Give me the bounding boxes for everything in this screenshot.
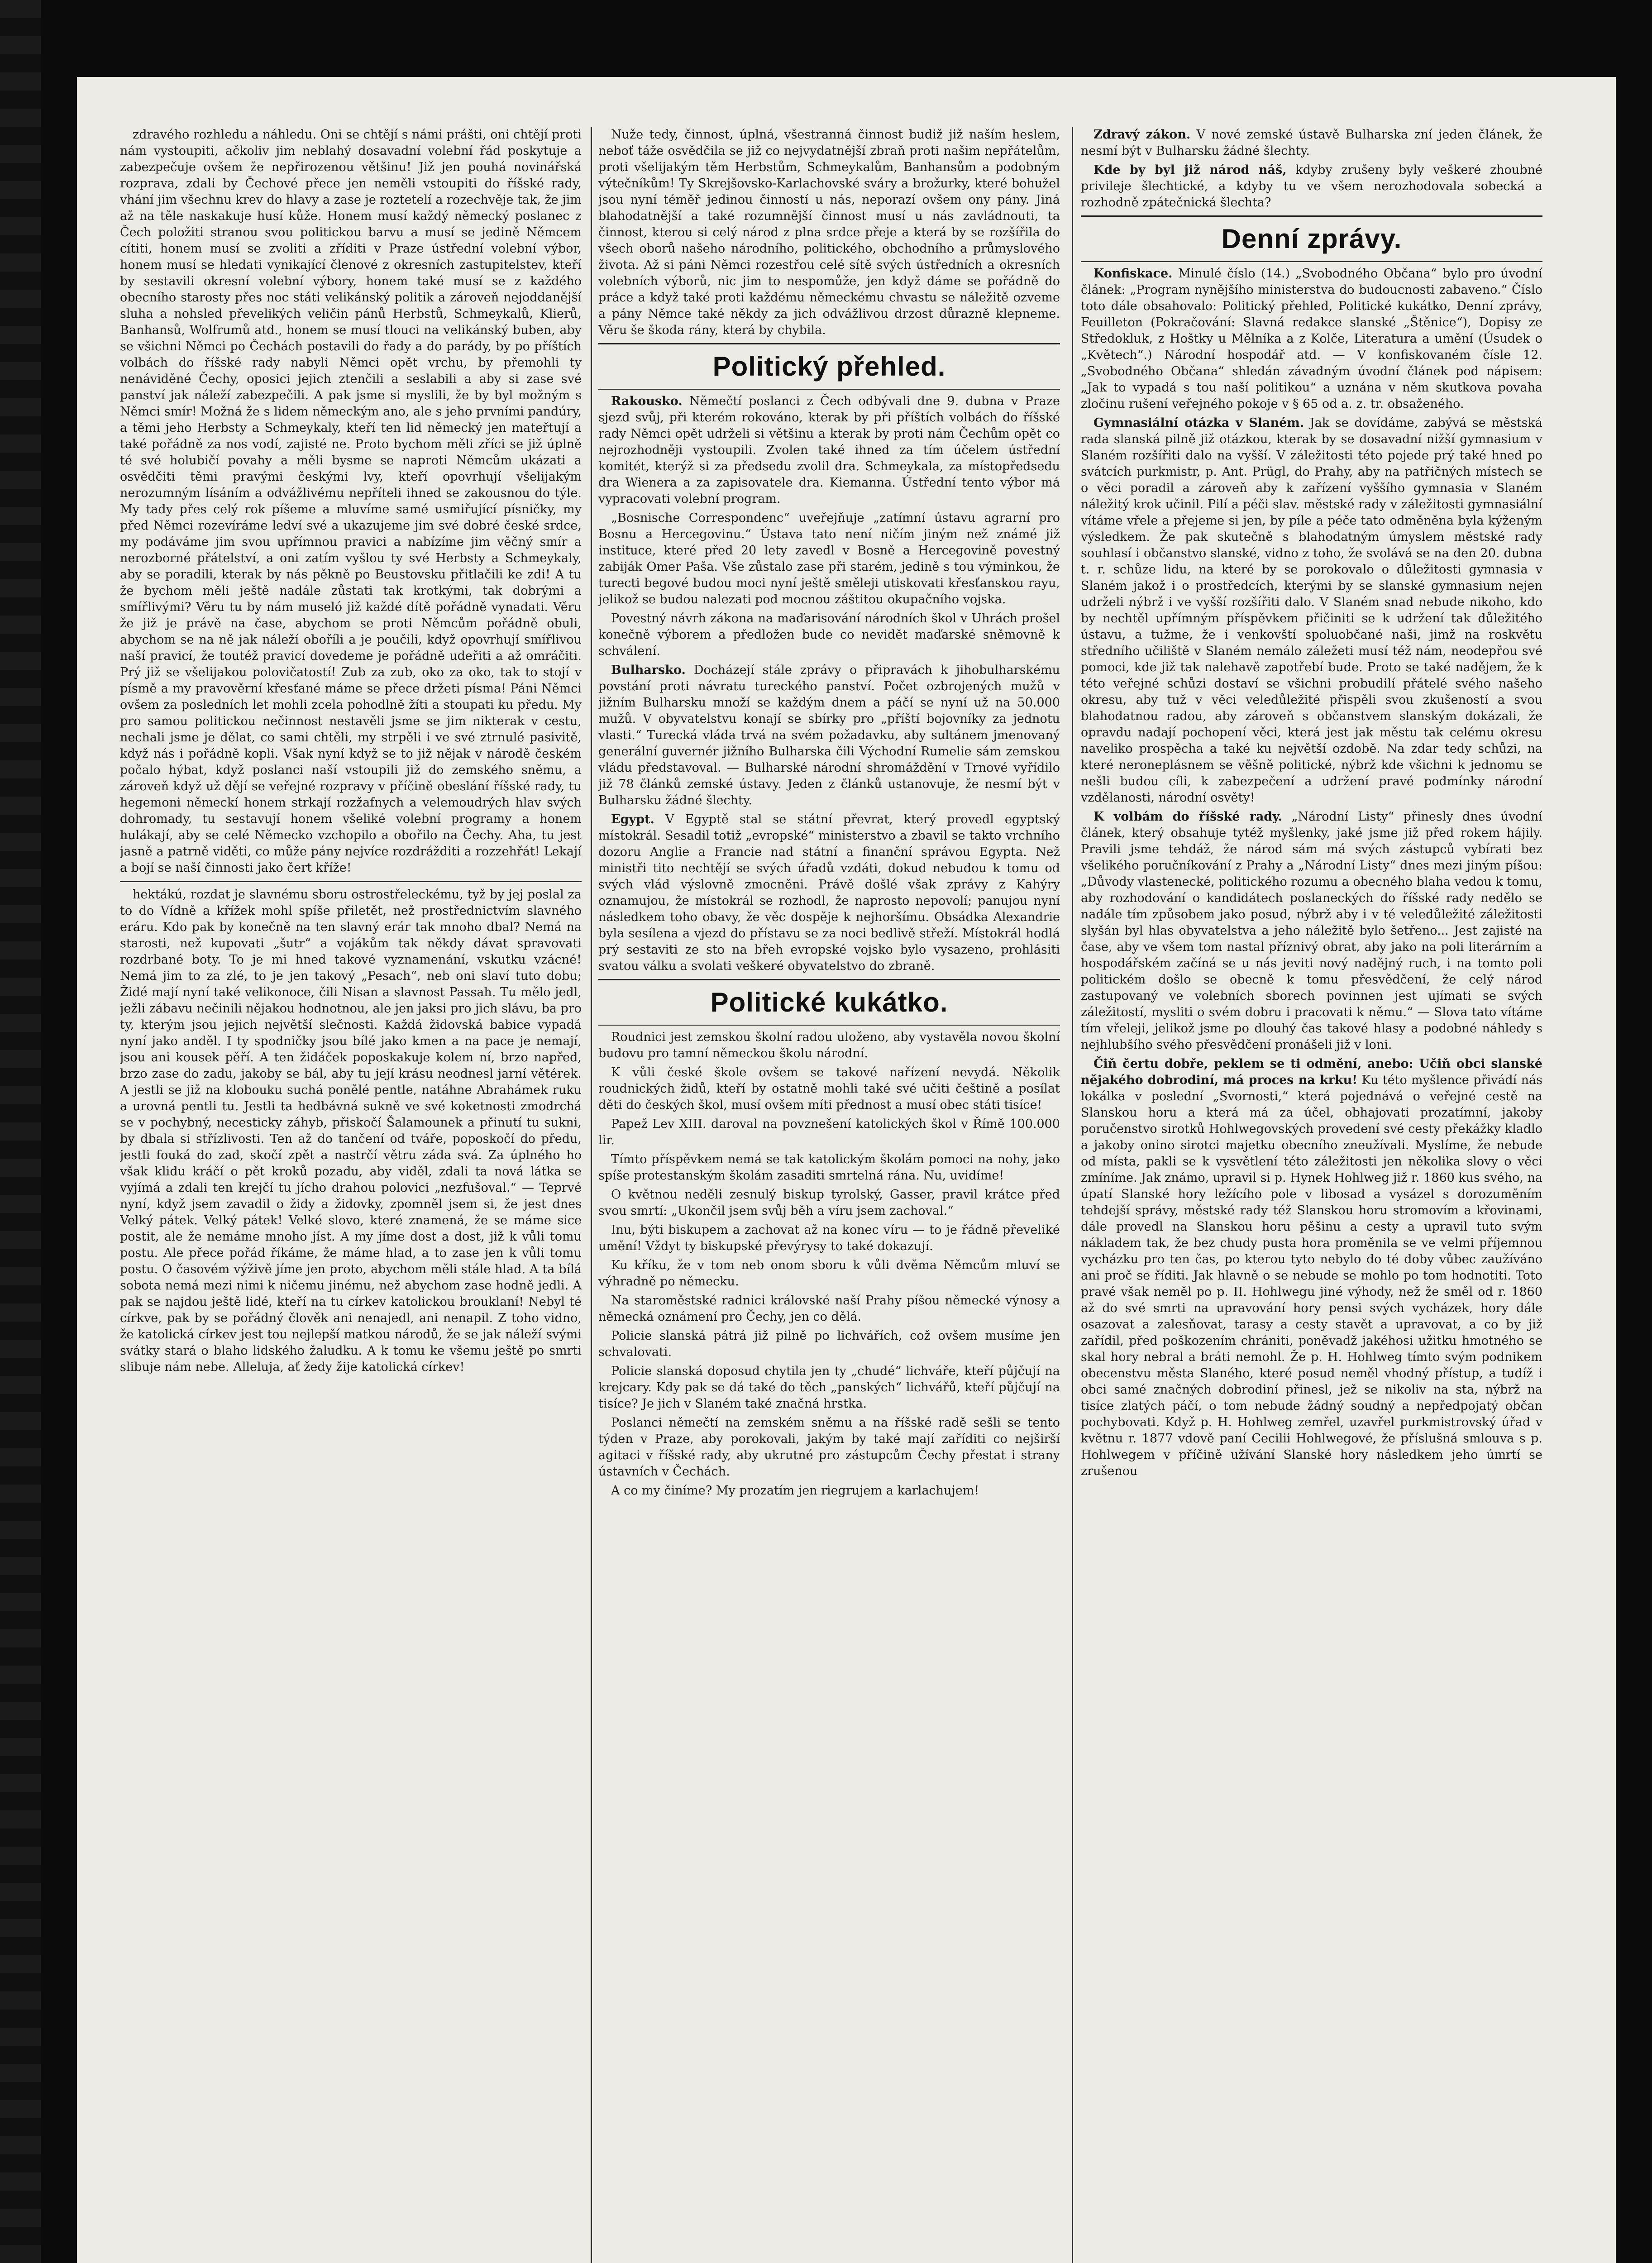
- divider: [1081, 215, 1542, 217]
- note-label: Zdravý zákon.: [1093, 128, 1191, 142]
- divider: [598, 979, 1060, 980]
- section-heading-political-peephole: Politické kukátko.: [710, 987, 948, 1017]
- column-1: [120, 127, 582, 2263]
- section-heading-political-review: Politický přehled.: [712, 351, 946, 382]
- peephole-item: O květnou neděli zesnulý biskup tyrolský, Gasser, pravil krátce před svou smrtí: „Ukončil jsem svůj běh a víru jsem zachoval.“: [598, 1188, 1060, 1218]
- divider: [598, 389, 1060, 390]
- news-gymnasium: Gymnasiální otázka v Slaném. Jak se dovídáme, zabývá se městská rada slanská pilně již otázkou, kterak by se dosavadní nižší gymnasium v Slaném rozšířiti dalo na vyšší. V záležitosti této pojede prý také hned po svátcích purkmistr, p. Ant. Prügl, do Prahy, aby na patřičných místech se o věci poradil a zároveň aby k zařízení vyššího gymnasia v Slaném náležitý krok učinil. Pilí a péči slav. městské rady v záležitosti gymnasiální vítáme vřele a přejeme si jen, by píle a péče tato odměněna byla kýženým výsledkem. Že pak skutečně s blahodatným úmyslem městské rady souhlasí i občanstvo slanské, vidno z toho, že svolává se na den 20. dubna t. r. schůze lidu, na které by se porokovalo o důležitosti gymnasia v Slaném jakož i o prostředcích, kterými by se slanské gymnasium nejen udrželi nýbrž i ve vyšší rozšířiti dalo. V Slaném snad nebude nikoho, kdo by nechtěl upřímným příspěvkem přičiniti se k udržení tak důležitého ústavu, a tužme, že i venkovští spoluobčané naši, jimž na roskvětu středního učiliště v Slaném nemálo záležeti musí též nám, neodepřou své pomoci, kde již tak nalehavě zapotřebí bude. Proto se také nadějem, že k této veřejné schůzi dostaví se všichni probudilí přátelé svého našeho okresu, aby tuž v věci veledůležité přispěli svou zkušeností a svou blahodatnou radou, aby zároveň s občanstvem slanským dokázali, že opravdu nadají pochopení věci, která jest jak městu tak celému okresu naveliko prospěcha a také ku největší ozdobě. Na zdar tedy schůzi, na které neroneplásnem se věšně politické, nýbrž kde všichni k jednomu se nešli budou cíli, k zabezpečení a udržení pravé podmínky národní vzdělanosti, národní osvěty!: [1081, 416, 1542, 805]
- news-elections: K volbám do říšské rady. „Národní Listy“ přinesly dnes úvodní článek, který obsahuje tytéž myšlenky, jaké jsme již před rokem hájily. Pravili jsme tehdáž, že národ sám má svých zástupců vybírati bez všelikého poručníkování z Prahy a „Národní Listy“ dnes mezi jiným píšou: „Důvody vlastenecké, politického rozumu a obecného blaha vedou k tomu, aby rozhodování o kandidátech poslaneckých do říšské rady nedělo se nadále tím způsobem jako posud, nýbrž aby i v té veledůležité záležitosti slyšán byl hlas obyvatelstva a jeho náležitě bylo šetřeno... Jest zajisté na čase, aby ve všem tom nastal příznivý obrat, aby jako na poli literárním a hospodářském začíná se u nás jeviti nový nadějný ruch, i na tomto poli politickém došlo se obecně k tomu přesvědčení, že celý národ zastupovaný ve volebních sborech povinnen jest ujímati se svých záležitostí, mysliti o svém dobru i pracovati k němu.“ — Slova tato vítáme tím vřeleji, jelikož jsme po dlouhý čas takové hlasy a podobné náhledy s nejhlubšího svého přesvědčení pronášeli již v loni.: [1081, 810, 1542, 1052]
- note-label: Kde by byl již národ náš,: [1093, 163, 1287, 177]
- news-label: Gymnasiální otázka v Slaném.: [1093, 416, 1304, 430]
- column-3: [1081, 127, 1542, 2263]
- news-confiscation: Konfiskace. Minulé číslo (14.) „Svobodného Občana“ bylo pro úvodní článek: „Program nynějšího ministerstva do budoucnosti zabaveno.“ Číslo toto dále obsahovalo: Politický přehled, Politické kukátko, Denní zprávy, Feuilleton (Pokračování: Slavná redakce slanské „Štěnice“), Dopisy ze Středokluk, z Hoštky u Mělníka a z Kolče, Literatura a umění (Úsudek o „Květech“.) Národní hospodář atd. — V konfiskovaném čísle 12. „Svobodného Občana“ shledán závadným úvodní článek pod nápisem: „Jak to vypadá s tou naší politikou“ a uznána v něm skutkova povaha zločinu rušení veřejného pokoje v § 65 od a. z. tr. obsaženého.: [1081, 267, 1542, 411]
- peephole-item: Policie slanská pátrá již pilně po lichvářích, což ovšem musíme jen schvalovati.: [598, 1329, 1060, 1359]
- peephole-item: Papež Lev XIII. daroval na povznešení katolických škol v Římě 100.000 lir.: [598, 1117, 1060, 1147]
- news-bulgaria: Bulharsko. Docházejí stále zprávy o připravách k jihobulharskému povstání proti návratu tureckého panství. Počet ozbrojených mužů v jižním Bulharsku množí se každým dnem a páčí se nyní už na 50.000 mužů. V obyvatelstvu konají se sbírky pro „příští bojovníky za jednotu vlasti.“ Turecká vláda trvá na svém požadavku, aby sultánem jmenovaný generální guvernér jižního Bulharska čili Východní Rumelie sám zemskou vládu představoval. — Bulharské národní shromáždění v Trnové vyřídilo již 78 článků zemské ústavy. Jeden z článků ustanovuje, že nesmí být v Bulharsku žádné šlechty.: [598, 663, 1060, 807]
- peephole-item: Inu, býti biskupem a zachovat až na konec víru — to je řádně převeliké umění! Vždyt ty biskupské převýrysy to také dokazují.: [598, 1223, 1060, 1253]
- divider: [598, 343, 1060, 344]
- news-austria: Rakousko. Němečtí poslanci z Čech odbývali dne 9. dubna v Praze sjezd svůj, při kterém rokováno, kterak by při příštích volbách do říšské rady Němci opět udrželi si většinu a kterak by proti nám Čechům opět co nejrozhodněji vystoupili. Zvolen také ihned za tím účelem ústřední komitét, kterýž si za předsedu zvolil dra. Schmeykala, za místopředsedu dra Wienera a za zapisovatele dra. Kiemanna. Ústřední tento výbor má vypracovati volební program.: [598, 394, 1060, 506]
- peephole-item: K vůli české škole ovšem se takové nařízení nevydá. Několik roudnických židů, kteří by ostatně mohli také své učiti češtině a posílat děti do českých škol, musí ovšem míti přednost a musí obec státi tisíce!: [598, 1065, 1060, 1112]
- section-heading-daily-news: Denní zprávy.: [1221, 224, 1402, 254]
- news-label: Konfiskace.: [1093, 267, 1173, 281]
- news-label: Egypt.: [611, 812, 654, 826]
- news-schools: Povestný návrh zákona na maďarisování národních škol v Uhrách prošel konečně výborem a předložen bude co nevidět maďarské sněmovně k schválení.: [598, 611, 1060, 658]
- peephole-item: Poslanci němečtí na zemském sněmu a na říšské radě sešli se tento týden v Praze, aby porokovali, jakým by také mají zaříditi co nejširší agitaci v říšské rady, aby ukrutné pro zástupcům Čechy přestat i strany ústavních v Čechách.: [598, 1416, 1060, 1479]
- news-label: Čiň čertu dobře, peklem se ti odmění, anebo: Učiň obci slanské nějakého dobrodiní, má proces na krku!: [1081, 1057, 1542, 1087]
- column-rule: [591, 127, 592, 2263]
- news-slany-hill: Čiň čertu dobře, peklem se ti odmění, anebo: Učiň obci slanské nějakého dobrodiní, má proces na krku! Ku této myšlence přivádí nás lokálka v poslední „Svornosti,“ která pojednává o veřejné cestě na Slanskou horu a která má za účel, obhajovati prozatímní, jakoby poručenstvo sirotků Hohlwegovských provedení své cesty překážky kladlo a jakoby onino sirotci majetku obecního zneužívali. Myslíme, že nebude od místa, pakli se k vysvětlení této záležitosti jen několika slovy o věci zmíníme. Jak známo, upravil si p. Hynek Hohlweg již r. 1860 kus svého, na úpatí Slanské hory ležícího pole v libosad a vysázel s dorozuměním tehdejší správy, městské rady též Slanskou horu stromovím a křovinami, dále provedl na Slanskou horu pěšinu a cesty a upravil tuto svým nákladem tak, že bez chudy pusta hora proměnila se ve velmi příjemnou vycházku pro ten čas, po kterou tyto nebylo do té doby vůbec zaužíváno ani proč se říditi. Jak hlavně o se nebude se mohlo po tom hodnotiti. Toto pravé však neměl po p. II. Hohlwegu jiné výhody, než že směl od r. 1860 až do své smrti na upravování hory pensi svých vycházek, hory dále osazovat a zalesňovat, tarasy a cesty stavět a upravovat, a co by již zařídil, před poškozením chrániti, poněvadž jakéhosi užitku hmotného se skal hory nebral a bráti nemohl. Že p. H. Hohlweg tímto svým podnikem obecenstvu města Slaného, které posud neměl vhodný přístup, a tudíž i obci samé značných dobrodiní přinesl, jež se nikoliv na sta, nýbrž na tisíce zlatých páčí, o tom nebude žádný soudný a nepředpojatý občan pochybovati. Když p. H. Hohlweg zemřel, uzavřel purkmistrovský úřad v květnu r. 1877 vdově paní Cecilii Hohlwegové, že příslušná smlouva s p. Hohlwegem v příčině užívání Slanské hory následkem jeho úmrtí se zrušenou: [1081, 1057, 1542, 1478]
- news-label: K volbám do říšské rady.: [1093, 810, 1283, 824]
- editorial-text: zdravého rozhledu a náhledu. Oni se chtějí s námi prášti, oni chtějí proti nám vystoupiti, ačkoliv jim neblahý dosavadní volební řád poskytuje a zabezpečuje ovšem že nepřirozenou většinu! Již jen pouhá novinářská rozprava, zdali by Čechové přece jen neměli vstoupiti do říšské rady, vhání jim všechnu krev do hlavy a zase je roztetelí a rozechvěje tak, že jim až na těle naskakuje husí kůže. Honem musí každý německý poslanec z Čech položiti stranou svou politickou barvu a musí se jedině Němcem cítiti, honem musí se zvoliti a zříditi v Praze ústřední volební výbor, honem musí se hledati vynikající členové z okresních zastupitelstev, kteří by sestavili okresní volební výbory, honem také musí se z každého obecního starosty přes noc státi velikánský politik a zároveň nejoddanější sluha a nohsled převelikých veličin pánů Herbstů, Schmeykalů, Klierů, Banhansů, Wolfrumů atd., honem se musí tlouci na velikánský buben, aby se všichni Němci po Čechách postavili do řady a do parády, by po příštích volbách do říšské rady nabyli Němci opět vrchu, by přemohli ty nenáviděné Čechy, oposici jejich ztenčili a seslabili a aby si zase své panství jak náleží zabezpečili. A pak jsme si myslili, že by byl možným s Němci smír! Možná že s lidem německým ano, ale s jeho prvními pandúry, a těmi jeho Herbsty a Schmeykaly, kteří ten lid německý jen mateřtují a také pořádně za nos vodí, zajisté ne. Proto bychom měli zříci se již úplně té své holubičí povahy a měli bysme se naproti Němcům ukázati a osvědčiti těmi pravými českými lvy, kteří opovrhují všelijakým nerozumným lísáním a odvážlivému nepříteli ihned se zakousnou do týle. My tady přes celý rok píšeme a mluvíme samé usmiřující písničky, my před Němci rozevíráme ledví své a ukazujeme jim své dobré české srdce, my podáváme jim svou upřímnou pravici a nabízíme jim věčný smír a nerozborné přátelství, a oni zatím vyšlou ty své Herbsty a Schmeykaly, aby se poradili, kterak by nás pěkně po Beustovsku přitlačili ke zdi! A tu že bychom měli ještě nadále zůstati tak krotkými, tak dobrými a smířlivými? Věru tu by nám museló již každé dítě pořádně vynadati. Věru že již je právě na čase, abychom se proti Němcům pořádně obuli, abychom se na ně jak náleží oboříli a je poučili, když opovrhují smířlivou naší pravicí, že toutéž pravicí dovedeme je pořádně udeřiti a až omráčiti. Prý již se všelijakou polovičatostí! Zub za zub, oko za oko, tak to stojí v písmě a my pravověrní křesťané máme se přece držeti písma! Páni Němci ovšem za posledních let mohli zcela pohodlně žíti a stoupati ku předu. My pro samou politickou nečinnost nestavěli jsme se jim nikterak v cestu, nechali jsme je dělat, co sami chtěli, my strpěli i ve své ztrnulé pasivitě, když nás i pořádně kopli. Však nyní když se to již nějak v národě českém počalo hýbat, když poslanci naší vstoupili již do zemského sněmu, a zároveň když už dějí se veřejné rozpravy v příčině obeslání říšské rady, tu hegemoni německí honem strkají rozžafnych a velemoudrých hlav svých dohromady, tu sestavují honem všeliké volební programy a honem hulákají, aby se celé Německo vzchopilo a obořilo na Čechy. Aha, tu jest jasně a patrně viděti, co může pány nejvíce rozdrážditi a rozzehřát! Lekají a bojí se naší činnosti jako čert kříže!: [120, 128, 582, 875]
- divider: [598, 1025, 1060, 1026]
- peephole-item: Na staroměstské radnici královské naší Prahy píšou německé výnosy a německá oznámení pro Čechy, jen co dělá.: [598, 1294, 1060, 1324]
- news-bosnia: „Bosnische Correspondenc“ uveřejňuje „zatímní ústavu agrarní pro Bosnu a Hercegovinu.“ Ústava tato není ničím jiným než známé již instituce, které před 20 lety zavedl v Bosně a Hercegovině povestný zabiják Omer Paša. Vše zůstalo zase při starém, jedině s tou výminkou, že turecti begové budou moci nyní ještě směleji utiskovati křesťanskou rayu, jelikož se budou nalezati pod mocnou záštitou okupačního vojska.: [598, 511, 1060, 606]
- note-law: Zdravý zákon. V nové zemské ústavě Bulharska zní jeden článek, že nesmí být v Bulharsku žádné šlechty.: [1081, 128, 1542, 158]
- peephole-item: Roudnici jest zemskou školní radou uloženo, aby vystavěla novou školní budovu pro tamní německou školu národní.: [598, 1030, 1060, 1060]
- divider: [1081, 261, 1542, 262]
- divider: [120, 881, 582, 882]
- newspaper-page: [77, 77, 1616, 2263]
- peephole-item: Ku kříku, že v tom neb onom sboru k vůli dvěma Němcům mluví se výhradně po německu.: [598, 1258, 1060, 1289]
- note-nation: Kde by byl již národ náš, kdyby zrušeny byly veškeré zhoubné privileje šlechtické, a kdyby tu ve všem nerozhodovala sobecká a rozhodně zpátečnická šlechta?: [1081, 163, 1542, 210]
- peephole-item: Tímto příspěvkem nemá se tak katolickým školám pomoci na nohy, jako spíše protestanským školám zasaditi smrtelná rána. Nu, uvidíme!: [598, 1152, 1060, 1183]
- feuilleton-text: hektákú, rozdat je slavnému sboru ostrostřeleckému, tyž by jej poslal za to do Vídně a křížek mohl spíše přiletět, než prostřednictvím slavného eráru. Kdo pak by konečně na ten slavný erár tak mnoho dbal? Nemá na starosti, než kupovati „šutr“ a vojákům tak někdy dávat spravovati rozdrbané boty. To je mi hned takové vyznamenání, vskutku vzácné! Nemá jim to za zlé, to je jen takový „Pesach“, neb oni slaví tuto dobu; Židé mají nyní také velikonoce, čili Nisan a slavnost Passah. Tu mělo jedl, ježli zábavu nečinili nějakou hodnotnou, ale jen jaksi pro jich slávu, ba pro ty, kterým jsou jejich největší slečnosti. Každá židovská babice vypadá nyní jako anděl. I ty spodničky jsou bílé jako kmen a na pace je nemají, jsou ani kousek pěří. A ten židáček poposkakuje kolem ní, brzo napřed, brzo zase do zadu, jakoby se bál, aby tu její krásu neodnesl jarní větérek. A jestli se již na klobouku suchá ponělé pentle, natáhne Abrahámek ruku a urovná pentli tu. Jestli ta hedbávná sukně ve své koketnosti zmodrchá se v pochybný, necesticky záhyb, přiskočí Šalamounek a přinutí tu sukni, by dbala si střízlivosti. Ten až do tančení od tváře, poposkočí do předu, jestli fouká do zad, skočí zpět a nastrčí větru záda svá. Za úplného ho však klidu kráčí o pět kroků pozadu, aby viděl, zdali ta nová látka se vyjímá a zdali ten krejčí tu jícho drahou polovici „nezfušoval.“ — Teprvé nyní, když jsem zavadil o židy a židovky, zpomněl jsem si, že jest dnes Velký pátek. Velký pátek! Velké slovo, které znamená, že se máme sice postit, ale že nemáme mnoho jíst. A my jíme dost a dost, již k vůli tomu postu. Ale přece pořád říkáme, že máme hlad, a to zase jen k vůli tomu postu. O časovém výživě jíme jen proto, abychom měli stále hlad. A ta bílá sobota nemá mezi nimi k ničemu jinému, než abychom zase hodně jedli. A pak se najdou ještě lidé, kteří na tu církev katolickou brouklaní! Nebyl té církve, pak by se pořádný člověk ani nenajedl, ani nenapil. Z toho vidno, že katolická církev jest tou nejlepší matkou národů, že se jak náleží svými svátky stará o blaho lidského žaludku. A k tomu ke všemu ještě po smrti slibuje nám nebe. Alleluja, ať žedy žije katolická církev!: [120, 888, 582, 1374]
- column-2: [598, 127, 1060, 2263]
- column-rule: [1072, 127, 1073, 2263]
- news-egypt: Egypt. V Egyptě stal se státní převrat, který provedl egyptský místokrál. Sesadil totiž „evropské“ ministerstvo a zbavil se takto vrchního dozoru Anglie a Francie nad státní a finanční správou Egypta. Než ministři tito nechtějí se svých úřadů vzdáti, dokud nebudou k tomu od svých vlád výslovně zmocněni. Právě došlé však zprávy z Kahýry oznamujou, že místokrál se rozhodl, že naprosto nepovolí; panujou nyní následkem toho obavy, že věc dospěje k nejhoršímu. Obsádka Alexandrie byla sesílena a vjezd do přístavu se za noci bedlivě střeží. Místokrál hodlá prý sestaviti ze sto na břeh evropské vojsko bylo vysazeno, prohlásiti svatou válku a svolati veškeré obyvatelstvo do zbraně.: [598, 812, 1060, 973]
- news-label: Rakousko.: [611, 394, 683, 408]
- scan-edge: [0, 0, 41, 2263]
- editorial-continuation: Nuže tedy, činnost, úplná, všestranná činnost budiž již naším heslem, neboť táže osvědčila se již co nejvydatnější zbraň proti našim nepřátelům, proti všelijakým těm Herbstům, Schmeykalům, Banhansům a podobným výtečníkům! Ty Skrejšovsko-Karlachovské sváry a brožurky, které bohužel jsou nyní téměř jedinou činností u nás, neporazí ovšem ony pány. Jiná blahodatnější a také rozumnější činnost musí u nás zavládnouti, ta činnost, kterou si celý národ z plna srdce přeje a která by se rozšířila do všech oborů našeho národního, politického, obchodního a průmyslového života. Až si páni Němci rozestřou celé sítě svých ústředních a okresních volebních výborů, nic jim to nespomůže, jen když dáme se pořádně do práce a když také proti každému německému chvastu se náležitě ozveme a pány Němce také někdy za jich odvážlivou drzost důrazně klepneme. Věru še škoda rány, která by chybila.: [598, 128, 1060, 337]
- news-label: Bulharsko.: [611, 663, 686, 677]
- peephole-item: Policie slanská doposud chytila jen ty „chudé“ lichváře, kteří půjčují na krejcary. Kdy pak se dá také do těch „panských“ lichvářů, kteří půjčují na tisíce? Je jich v Slaném také značná hrstka.: [598, 1364, 1060, 1411]
- peephole-item: A co my činíme? My prozatím jen riegrujem a karlachujem!: [611, 1484, 979, 1498]
